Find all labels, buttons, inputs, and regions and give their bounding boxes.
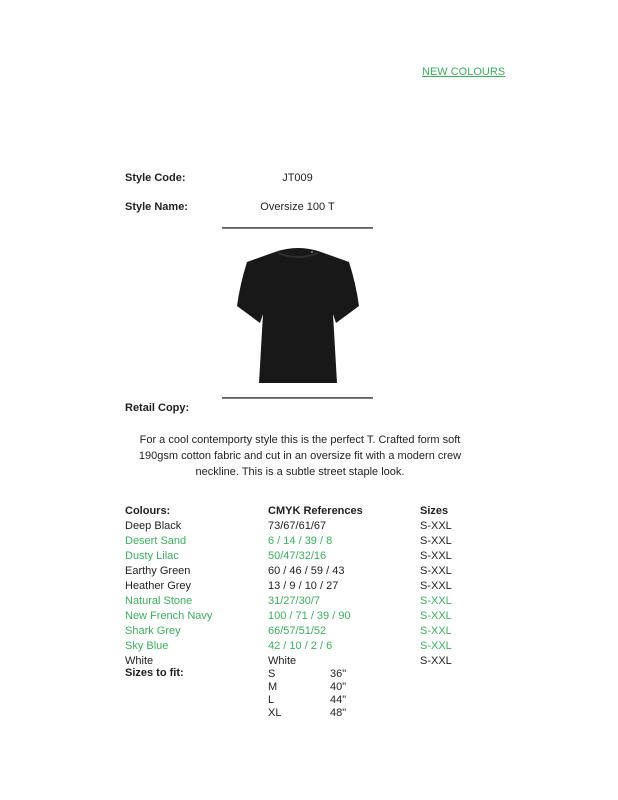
size-label: M (268, 680, 278, 693)
tshirt-body (237, 248, 359, 383)
tshirt-image (228, 244, 368, 389)
colours-column-header: Colours: (125, 504, 171, 517)
fit-value: 48" (330, 706, 347, 719)
size-label: L (268, 693, 275, 706)
colour-name: New French Navy (125, 609, 213, 622)
colour-name: White (125, 654, 154, 667)
sizes-value: S-XXL (420, 624, 452, 637)
cmyk-value: 31/27/30/7 (268, 594, 320, 607)
tshirt-neck-label-dot (311, 251, 313, 253)
cmyk-value: 6 / 14 / 39 / 8 (268, 534, 333, 547)
cmyk-value: 13 / 9 / 10 / 27 (268, 579, 339, 592)
sizes-to-fit-label: Sizes to fit: (125, 667, 184, 679)
cmyk-value: 100 / 71 / 39 / 90 (268, 609, 351, 622)
style-code-value: JT009 (282, 172, 313, 184)
style-name-value: Oversize 100 T (260, 201, 335, 213)
fit-value: 40" (330, 680, 347, 693)
sizes-value: S-XXL (420, 654, 452, 667)
colour-name: Sky Blue (125, 639, 169, 652)
fit-value: 44" (330, 693, 347, 706)
style-code-label: Style Code: (125, 172, 186, 184)
colour-name: Deep Black (125, 519, 182, 532)
colour-name: Shark Grey (125, 624, 181, 637)
size-label: XL (268, 706, 282, 719)
colour-name: Dusty Lilac (125, 549, 179, 562)
colour-name: Earthy Green (125, 564, 191, 577)
new-colours-link[interactable]: NEW COLOURS (422, 66, 506, 78)
sizes-value: S-XXL (420, 534, 452, 547)
size-label: S (268, 667, 276, 680)
sizes-value: S-XXL (420, 594, 452, 607)
cmyk-value: 66/57/51/52 (268, 624, 327, 637)
style-name-label: Style Name: (125, 201, 188, 213)
sizes-to-fit-table (268, 667, 398, 719)
colours-table (125, 503, 495, 668)
cmyk-value: 60 / 46 / 59 / 43 (268, 564, 345, 577)
colour-name: Desert Sand (125, 534, 187, 547)
retail-copy-label: Retail Copy: (125, 402, 190, 414)
sizes-column-header: Sizes (420, 504, 449, 517)
cmyk-value: 73/67/61/67 (268, 519, 327, 532)
sizes-value: S-XXL (420, 639, 452, 652)
cmyk-value: White (268, 654, 297, 667)
cmyk-value: 42 / 10 / 2 / 6 (268, 639, 333, 652)
fit-value: 36" (330, 667, 347, 680)
cmyk-value: 50/47/32/16 (268, 549, 327, 562)
sizes-value: S-XXL (420, 609, 452, 622)
divider-bottom (222, 397, 373, 399)
sizes-value: S-XXL (420, 549, 452, 562)
sizes-value: S-XXL (420, 519, 452, 532)
sizes-value: S-XXL (420, 579, 452, 592)
colour-name: Heather Grey (125, 579, 192, 592)
colour-name: Natural Stone (125, 594, 193, 607)
cmyk-column-header: CMYK References (268, 504, 363, 517)
divider-top (222, 227, 373, 229)
retail-copy-text: For a cool contemporty style this is the perfect T. Crafted form soft 190gsm cotton fabric and cut in an oversize fit with a modern crew neckline. This is a subtle street staple look. (138, 434, 462, 478)
sizes-to-fit-section (125, 667, 405, 719)
sizes-value: S-XXL (420, 564, 452, 577)
